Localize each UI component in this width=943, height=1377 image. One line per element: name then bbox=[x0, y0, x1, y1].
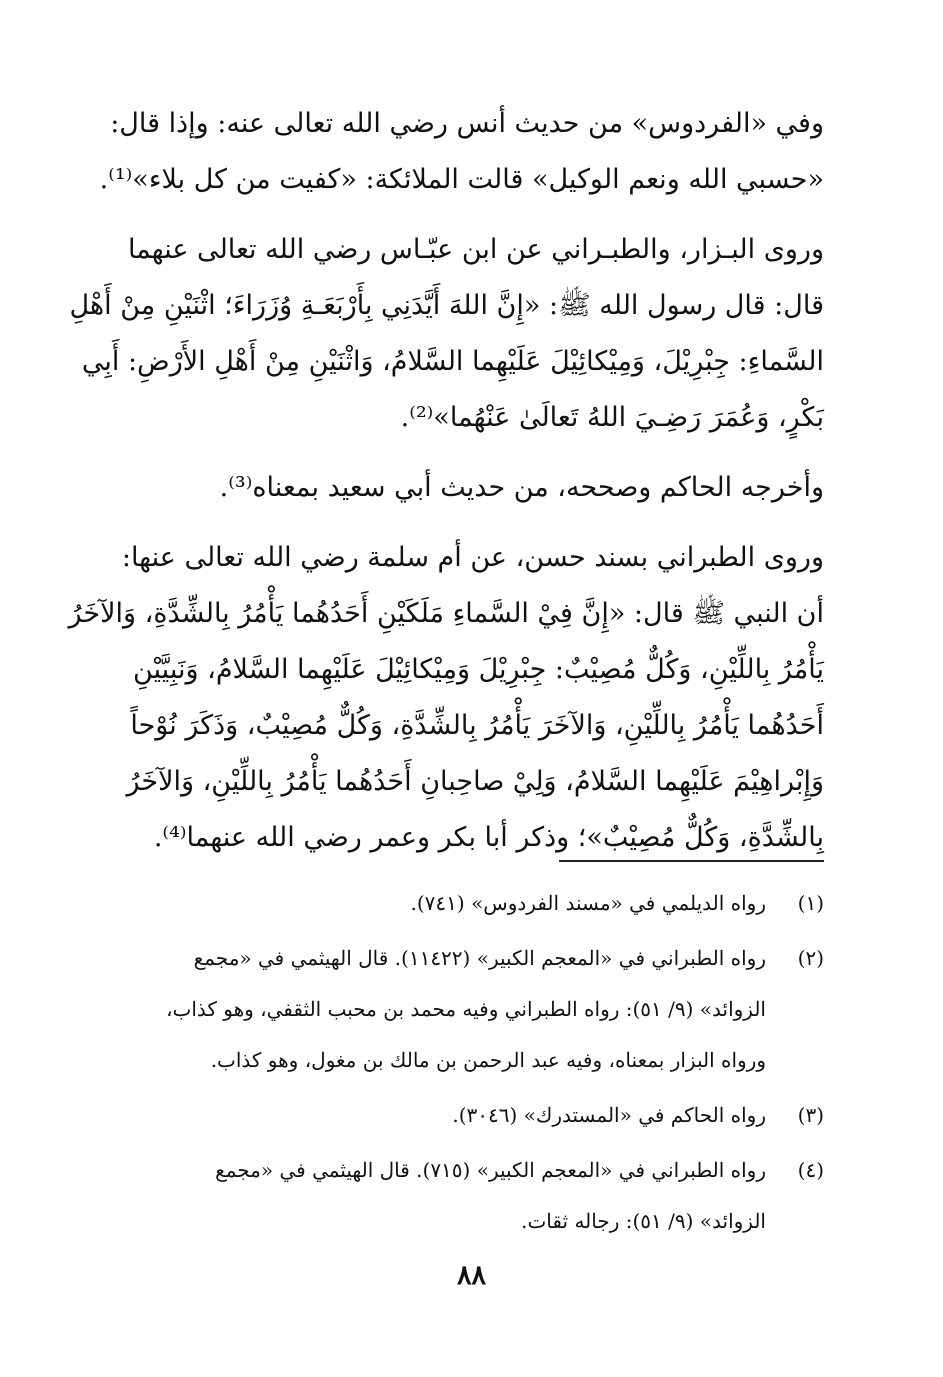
footnote-number: (٤) bbox=[797, 1158, 824, 1182]
text-line: بَكْرٍ، وَعُمَرَ رَضِـيَ اللهُ تَعالَىٰ عَنْهُما»⁽²⁾. bbox=[400, 402, 824, 433]
paragraph-3 bbox=[108, 460, 824, 516]
footnote-divider bbox=[559, 860, 824, 862]
paragraph-4 bbox=[68, 530, 824, 866]
text-line: أَحَدُهُما يَأْمُرُ بِاللِّيْنِ، وَالآخَرَ يَأْمُرُ بِالشِّدَّةِ، وَكُلٌّ مُصِيْبٌ، وَذَكَرَ نُوْحاً bbox=[130, 710, 824, 741]
text-line: الزوائد» (٩/ ٥١): رجاله ثقات. bbox=[521, 1209, 766, 1233]
text-line: ورواه البزار بمعناه، وفيه عبد الرحمن بن مالك بن مغول، وهو كذاب. bbox=[210, 1048, 766, 1072]
paragraph-1 bbox=[99, 96, 824, 208]
footnote-text bbox=[108, 1145, 766, 1247]
paragraph-2 bbox=[69, 222, 824, 446]
footnote-2 bbox=[108, 933, 824, 1086]
text-line: وروى البـزار، والطبـراني عن ابن عبّـاس رضي الله تعالى عنهما bbox=[127, 234, 824, 265]
text-line: رواه الطبراني في «المعجم الكبير» (١١٤٢٢). قال الهيثمي في «مجمع bbox=[193, 946, 766, 970]
text-line: يَأْمُرُ بِاللِّيْنِ، وَكُلٌّ مُصِيْبٌ: جِبْرِيْلَ وَمِيْكائِيْلَ عَلَيْهِما السَّلامُ، وَنَبِيَّيْنِ bbox=[132, 654, 824, 685]
text-line: رواه الطبراني في «المعجم الكبير» (٧١٥). قال الهيثمي في «مجمع bbox=[215, 1158, 766, 1182]
text-line: رواه الحاكم في «المستدرك» (٣٠٤٦). bbox=[452, 1103, 766, 1127]
text-line: «حسبي الله ونعم الوكيل» قالت الملائكة: «كفيت من كل بلاء»⁽¹⁾. bbox=[99, 164, 824, 195]
page-number: ٨٨ bbox=[456, 1260, 486, 1291]
text-line: وروى الطبراني بسند حسن، عن أم سلمة رضي الله تعالى عنها: bbox=[121, 542, 824, 573]
footnote-text bbox=[108, 878, 766, 929]
text-line: الزوائد» (٩/ ٥١): رواه الطبراني وفيه محمد بن محبب الثقفي، وهو كذاب، bbox=[166, 997, 766, 1021]
footnote-text bbox=[108, 933, 766, 1086]
text-line: أن النبي ﷺ قال: «إِنَّ فِيْ السَّماءِ مَلَكَيْنِ أَحَدُهُما يَأْمُرُ بِالشِّدَّةِ، وَالآخَرُ bbox=[68, 598, 824, 629]
text-line: بِالشِّدَّةِ، وَكُلٌّ مُصِيْبٌ»؛ وذكر أبا بكر وعمر رضي الله عنهما⁽⁴⁾. bbox=[153, 822, 824, 853]
main-text bbox=[68, 96, 824, 880]
footnotes bbox=[108, 878, 824, 1251]
footnote-4 bbox=[108, 1145, 824, 1247]
footnote-number: (١) bbox=[797, 891, 824, 915]
text-line: رواه الديلمي في «مسند الفردوس» (٧٤١). bbox=[410, 891, 766, 915]
footnote-3 bbox=[108, 1090, 824, 1141]
footnote-number: (٣) bbox=[797, 1103, 824, 1127]
footnote-text bbox=[108, 1090, 766, 1141]
text-line: وأخرجه الحاكم وصححه، من حديث أبي سعيد بمعناه⁽³⁾. bbox=[219, 472, 824, 503]
text-line: وَإِبْراهِيْمَ عَلَيْهِما السَّلامُ، وَلِيْ صاحِبانِ أَحَدُهُما يَأْمُرُ بِاللِّيْنِ، وَالآخَرُ bbox=[126, 766, 824, 797]
footnote-number: (٢) bbox=[797, 946, 824, 970]
footnote-1 bbox=[108, 878, 824, 929]
text-line: السَّماءِ: جِبْرِيْلَ، وَمِيْكائِيْلَ عَلَيْهِما السَّلامُ، وَاثْنَيْنِ مِنْ أَهْلِ الأَرْضِ: أَبِي bbox=[81, 346, 824, 377]
text-line: قال: قال رسول الله ﷺ: «إِنَّ اللهَ أَيَّدَنِي بِأَرْبَعَـةِ وُزَرَاءَ؛ اثْنَيْنِ مِنْ أَهْلِ bbox=[69, 290, 824, 321]
text-line: وفي «الفردوس» من حديث أنس رضي الله تعالى عنه: وإذا قال: bbox=[110, 108, 824, 139]
